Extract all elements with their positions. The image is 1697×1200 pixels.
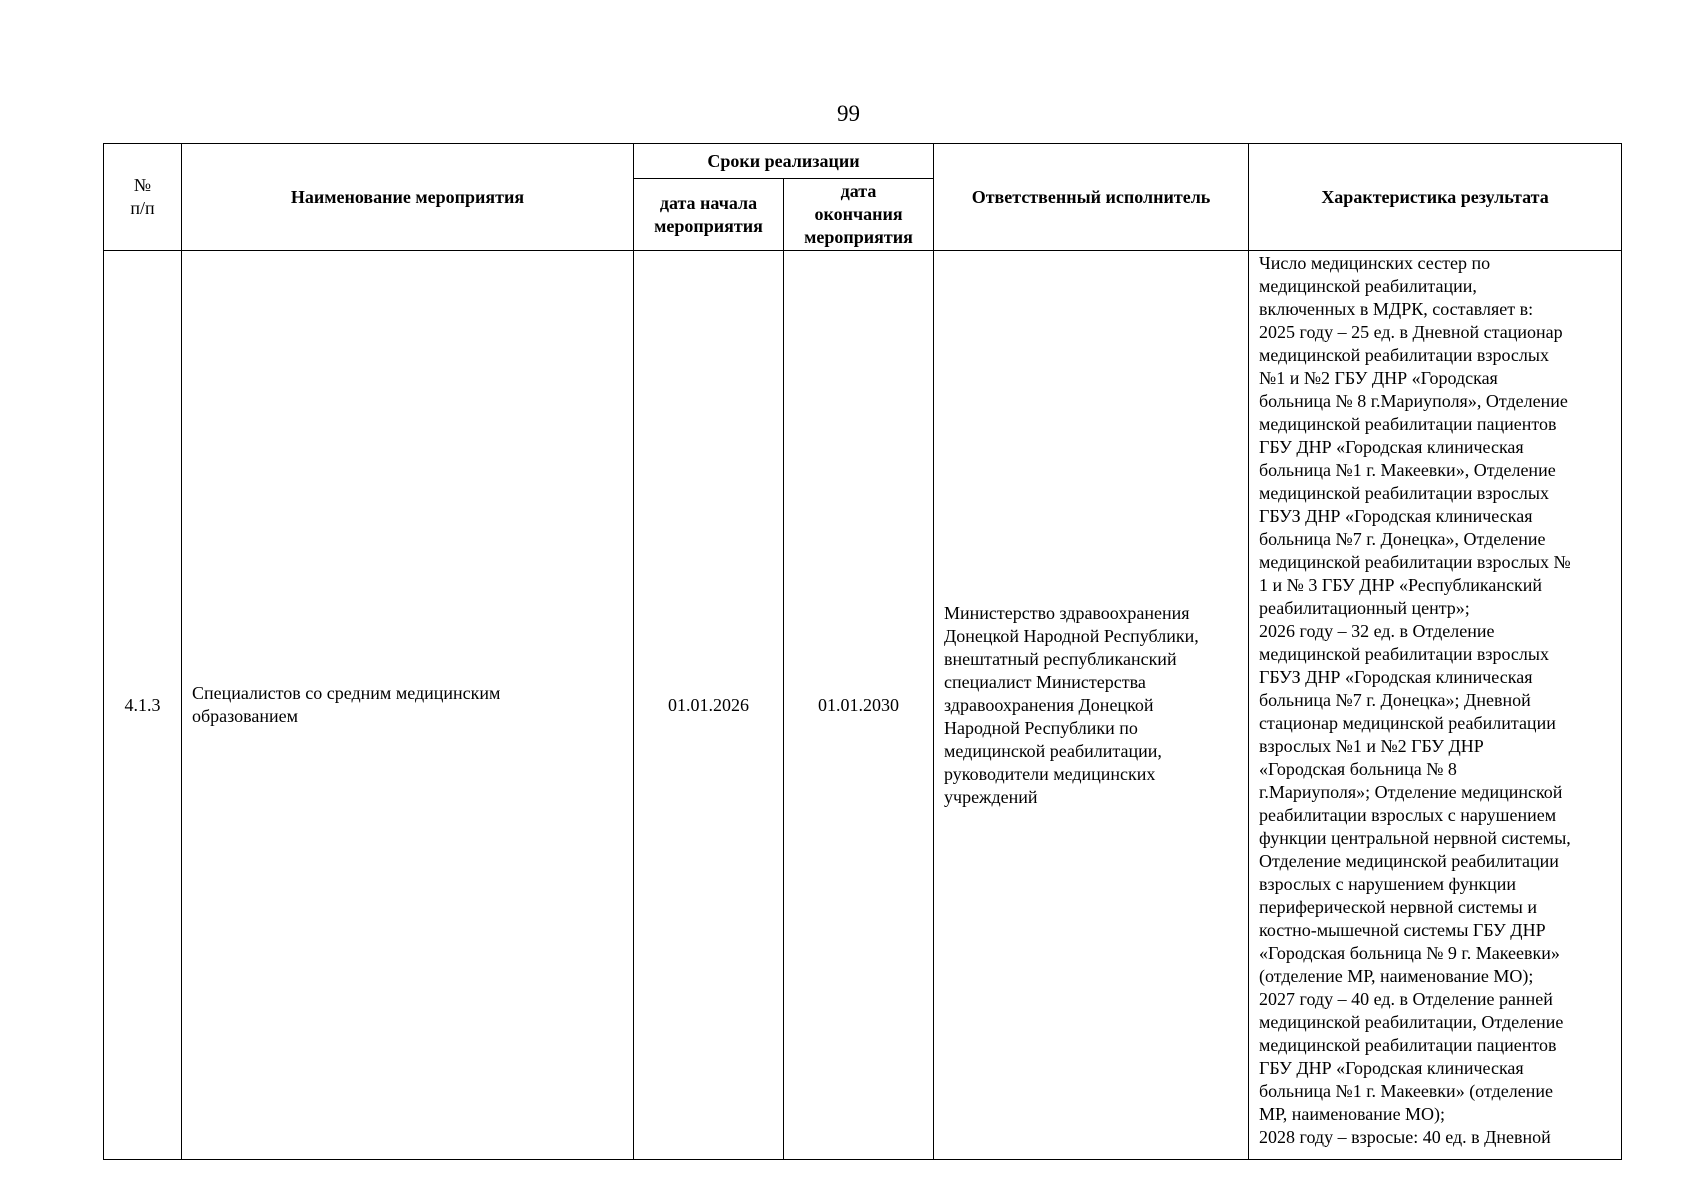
row-executor-line: Донецкой Народной Республики, <box>944 625 1199 646</box>
activities-table <box>103 143 1622 1160</box>
table-row <box>104 251 1622 1160</box>
header-end-date-line: окончания <box>814 204 903 224</box>
row-result-line: ГБУ ДНР «Городская клиническая <box>1259 437 1524 457</box>
row-result-line: 2026 году – 32 ед. в Отделение <box>1259 621 1495 641</box>
header-result: Характеристика результата <box>1249 144 1622 251</box>
row-result-line: медицинской реабилитации пациентов <box>1259 414 1557 434</box>
row-executor-line: Министерство здравоохранения <box>944 602 1190 623</box>
row-result-line: функции центральной нервной системы, <box>1259 828 1571 848</box>
header-end-date-line: мероприятия <box>804 227 913 247</box>
row-end-date: 01.01.2030 <box>784 251 934 1160</box>
row-executor-line: Народной Республики по <box>944 717 1138 738</box>
row-result-line: медицинской реабилитации, <box>1259 276 1477 296</box>
row-name <box>182 251 634 1160</box>
row-result-line: медицинской реабилитации пациентов <box>1259 1035 1557 1055</box>
row-executor-line: специалист Министерства <box>944 671 1146 692</box>
row-result-line: 2028 году – взросые: 40 ед. в Дневной <box>1259 1127 1551 1147</box>
row-result-line: 1 и № 3 ГБУ ДНР «Республиканский <box>1259 575 1542 595</box>
row-result-line: медицинской реабилитации взрослых № <box>1259 552 1571 572</box>
header-num <box>104 144 182 251</box>
header-terms-group: Сроки реализации <box>634 144 934 179</box>
header-start-date-line: дата начала <box>659 192 758 213</box>
row-name-line: образованием <box>192 706 299 726</box>
row-result-line: костно-мышечной системы ГБУ ДНР <box>1259 920 1546 940</box>
row-result-line: стационар медицинской реабилитации <box>1259 713 1556 733</box>
header-num-line: п/п <box>130 198 155 218</box>
row-result-line: больница №7 г. Донецка»; Дневной <box>1259 690 1531 710</box>
row-result-line: 2027 году – 40 ед. в Отделение ранней <box>1259 989 1553 1009</box>
row-executor-line: учреждений <box>944 786 1038 807</box>
row-result-line: №1 и №2 ГБУ ДНР «Городская <box>1259 368 1498 388</box>
header-name: Наименование мероприятия <box>182 144 634 251</box>
row-result-line: (отделение МР, наименование МО); <box>1259 966 1534 986</box>
row-result-line: г.Мариуполя»; Отделение медицинской <box>1259 782 1563 802</box>
row-executor <box>934 251 1249 1160</box>
row-name-line: Специалистов со средним медицинским <box>192 683 501 703</box>
header-start-date-line: мероприятия <box>654 215 763 236</box>
row-result-line: ГБУЗ ДНР «Городская клиническая <box>1259 506 1533 526</box>
row-result-line: больница №1 г. Макеевки» (отделение <box>1259 1081 1553 1101</box>
row-result-line: периферической нервной системы и <box>1259 897 1537 917</box>
row-result-line: «Городская больница № 8 <box>1259 759 1457 779</box>
row-result-line: медицинской реабилитации, Отделение <box>1259 1012 1564 1032</box>
row-executor-line: здравоохранения Донецкой <box>944 694 1154 715</box>
row-result-line: больница № 8 г.Мариуполя», Отделение <box>1259 391 1568 411</box>
row-executor-line: руководители медицинских <box>944 763 1156 784</box>
row-result-line: 2025 году – 25 ед. в Дневной стационар <box>1259 322 1563 342</box>
row-num: 4.1.3 <box>104 251 182 1160</box>
row-result-line: медицинской реабилитации взрослых <box>1259 644 1550 664</box>
row-result-line: взрослых №1 и №2 ГБУ ДНР <box>1259 736 1484 756</box>
row-result-line: Число медицинских сестер по <box>1259 253 1491 273</box>
row-result-line: МР, наименование МО); <box>1259 1104 1446 1124</box>
header-end-date-line: дата <box>840 181 877 201</box>
row-result <box>1249 251 1622 1160</box>
page-number: 99 <box>837 101 860 126</box>
header-num-line: № <box>133 175 152 195</box>
row-result-line: взрослых с нарушением функции <box>1259 874 1516 894</box>
row-start-date: 01.01.2026 <box>634 251 784 1160</box>
header-end-date <box>784 179 934 251</box>
row-executor-line: внештатный республиканский <box>944 648 1177 669</box>
row-result-line: больница №1 г. Макеевки», Отделение <box>1259 460 1556 480</box>
row-result-line: медицинской реабилитации взрослых <box>1259 483 1550 503</box>
row-result-line: ГБУ ДНР «Городская клиническая <box>1259 1058 1524 1078</box>
row-result-line: реабилитации взрослых с нарушением <box>1259 805 1557 825</box>
row-result-line: ГБУЗ ДНР «Городская клиническая <box>1259 667 1533 687</box>
row-result-line: реабилитационный центр»; <box>1259 598 1470 618</box>
row-result-line: «Городская больница № 9 г. Макеевки» <box>1259 943 1560 963</box>
row-result-line: медицинской реабилитации взрослых <box>1259 345 1550 365</box>
row-result-line: включенных в МДРК, составляет в: <box>1259 299 1534 319</box>
header-executor: Ответственный исполнитель <box>934 144 1249 251</box>
row-executor-line: медицинской реабилитации, <box>944 740 1162 761</box>
row-result-line: больница №7 г. Донецка», Отделение <box>1259 529 1546 549</box>
header-start-date <box>634 179 784 251</box>
row-result-line: Отделение медицинской реабилитации <box>1259 851 1559 871</box>
